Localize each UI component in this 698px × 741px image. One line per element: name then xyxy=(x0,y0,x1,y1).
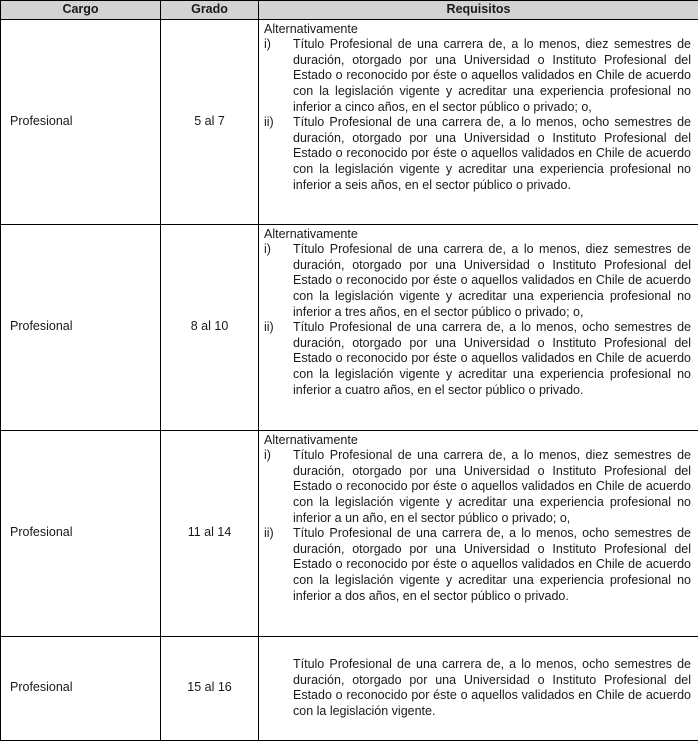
item-text: Título Profesional de una carrera de, a lo menos, ocho semestres de duración, otorgado por una Universidad o Instituto Profesional del Estado o reconocido por éste o aquellos validados en Chile de acuerdo con la legislación vigente y acreditar una experiencia profesional no inferior a cuatro años, en el sector público o privado. xyxy=(293,320,691,398)
table-row xyxy=(1,636,698,740)
table-row xyxy=(1,19,698,224)
grado-cell: 15 al 16 xyxy=(161,636,259,740)
item-marker: ii) xyxy=(264,320,293,398)
table-row xyxy=(1,224,698,430)
item-text: Título Profesional de una carrera de, a lo menos, diez semestres de duración, otorgado por una Universidad o Instituto Profesional del Estado o reconocido por éste o aquellos validados en Chile de acuerdo con la legislación vigente y acreditar una experiencia profesional no inferior a cinco años, en el sector público o privado; o, xyxy=(293,37,691,115)
requisitos-paragraph: Título Profesional de una carrera de, a lo menos, ocho semestres de duración, otorgado por una Universidad o Instituto Profesional del Estado o reconocido por éste o aquellos validados en Chile de acuerdo con la legislación vigente. xyxy=(293,657,691,719)
requisitos-cell xyxy=(259,430,698,636)
item-marker: i) xyxy=(264,242,293,320)
requisitos-cell xyxy=(259,19,698,224)
table-row xyxy=(1,430,698,636)
requisito-item xyxy=(264,320,691,398)
item-marker: i) xyxy=(264,37,293,115)
requisitos-intro: Alternativamente xyxy=(264,22,691,38)
requisitos-intro: Alternativamente xyxy=(264,227,691,243)
requisito-item xyxy=(264,448,691,526)
cargo-cell: Profesional xyxy=(1,224,161,430)
requisito-item xyxy=(264,526,691,604)
grado-cell: 11 al 14 xyxy=(161,430,259,636)
grado-cell: 5 al 7 xyxy=(161,19,259,224)
cargo-cell: Profesional xyxy=(1,636,161,740)
requisito-item xyxy=(264,115,691,193)
cargo-cell: Profesional xyxy=(1,430,161,636)
item-marker: i) xyxy=(264,448,293,526)
item-text: Título Profesional de una carrera de, a lo menos, ocho semestres de duración, otorgado por una Universidad o Instituto Profesional del Estado o reconocido por éste o aquellos validados en Chile de acuerdo con la legislación vigente y acreditar una experiencia profesional no inferior a seis años, en el sector público o privado. xyxy=(293,115,691,193)
item-marker: ii) xyxy=(264,115,293,193)
requisito-item xyxy=(264,37,691,115)
item-text: Título Profesional de una carrera de, a lo menos, diez semestres de duración, otorgado por una Universidad o Instituto Profesional del Estado o reconocido por éste o aquellos validados en Chile de acuerdo con la legislación vigente y acreditar una experiencia profesional no inferior a un año, en el sector público o privado; o, xyxy=(293,448,691,526)
grado-cell: 8 al 10 xyxy=(161,224,259,430)
item-text: Título Profesional de una carrera de, a lo menos, diez semestres de duración, otorgado por una Universidad o Instituto Profesional del Estado o reconocido por éste o aquellos validados en Chile de acuerdo con la legislación vigente y acreditar una experiencia profesional no inferior a tres años, en el sector público o privado; o, xyxy=(293,242,691,320)
requisitos-intro: Alternativamente xyxy=(264,433,691,449)
requisitos-cell xyxy=(259,224,698,430)
cargo-cell: Profesional xyxy=(1,19,161,224)
header-row xyxy=(1,1,698,20)
requisitos-cell xyxy=(259,636,698,740)
item-text: Título Profesional de una carrera de, a lo menos, ocho semestres de duración, otorgado por una Universidad o Instituto Profesional del Estado o reconocido por éste o aquellos validados en Chile de acuerdo con la legislación vigente y acreditar una experiencia profesional no inferior a dos años, en el sector público o privado. xyxy=(293,526,691,604)
column-header-requisitos: Requisitos xyxy=(259,1,698,20)
item-marker: ii) xyxy=(264,526,293,604)
column-header-grado: Grado xyxy=(161,1,259,20)
requisito-item xyxy=(264,242,691,320)
column-header-cargo: Cargo xyxy=(1,1,161,20)
